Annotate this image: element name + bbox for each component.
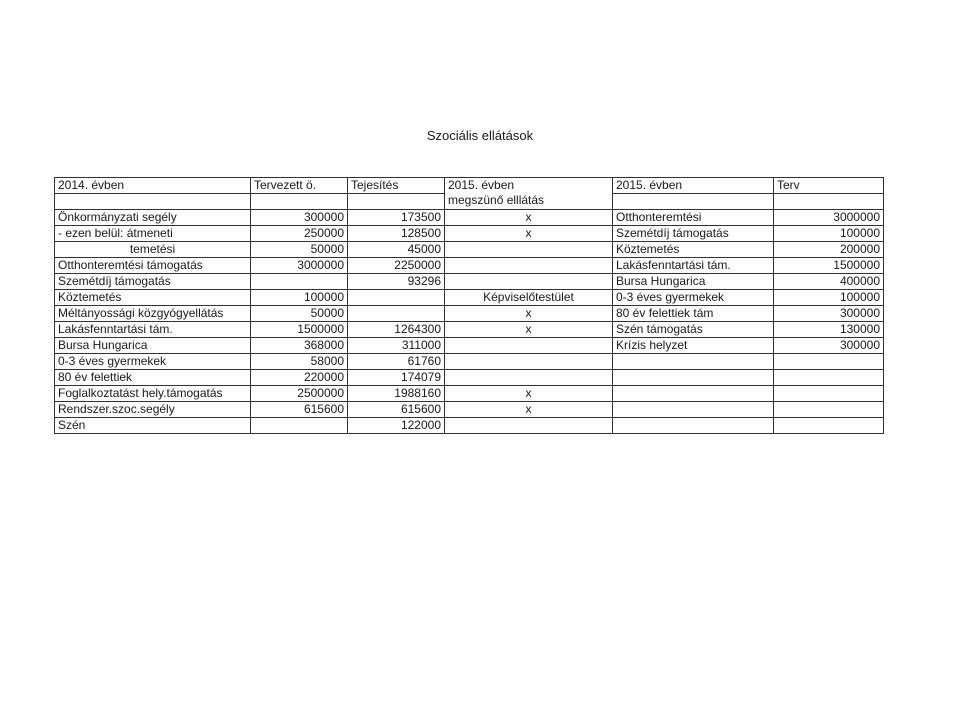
- cell-actual: 173500: [348, 210, 445, 226]
- cell-actual: 615600: [348, 402, 445, 418]
- header-spacer: [613, 194, 774, 210]
- table-row: [55, 210, 884, 226]
- cell-plan: [774, 370, 884, 386]
- table-row: [55, 402, 884, 418]
- header-row: [55, 178, 884, 194]
- header-spacer: [348, 194, 445, 210]
- social-benefits-table: [54, 177, 884, 434]
- cell-ceased: [445, 242, 613, 258]
- cell-actual: [348, 290, 445, 306]
- cell-item-2015: Szén támogatás: [613, 322, 774, 338]
- cell-planned: 368000: [251, 338, 348, 354]
- cell-planned: 50000: [251, 242, 348, 258]
- cell-name: - ezen belül: átmeneti: [55, 226, 251, 242]
- table-row: [55, 226, 884, 242]
- cell-ceased: [445, 370, 613, 386]
- cell-ceased: [445, 274, 613, 290]
- table-row: [55, 338, 884, 354]
- cell-ceased: x: [445, 306, 613, 322]
- cell-plan: 100000: [774, 290, 884, 306]
- cell-ceased: x: [445, 210, 613, 226]
- cell-actual: 2250000: [348, 258, 445, 274]
- table-row: [55, 258, 884, 274]
- cell-name: Szén: [55, 418, 251, 434]
- cell-actual: 128500: [348, 226, 445, 242]
- cell-planned: 250000: [251, 226, 348, 242]
- cell-ceased: [445, 418, 613, 434]
- cell-planned: 2500000: [251, 386, 348, 402]
- cell-plan: [774, 386, 884, 402]
- cell-actual: 61760: [348, 354, 445, 370]
- header-2015: 2015. évben: [613, 178, 774, 194]
- cell-ceased: Képviselőtestület: [445, 290, 613, 306]
- header-2014: 2014. évben: [55, 178, 251, 194]
- cell-plan: 130000: [774, 322, 884, 338]
- header-spacer: [774, 194, 884, 210]
- cell-plan: 300000: [774, 338, 884, 354]
- cell-ceased: [445, 354, 613, 370]
- cell-name: Rendszer.szoc.segély: [55, 402, 251, 418]
- cell-plan: 400000: [774, 274, 884, 290]
- cell-name: Lakásfenntartási tám.: [55, 322, 251, 338]
- cell-item-2015: Krízis helyzet: [613, 338, 774, 354]
- cell-plan: [774, 402, 884, 418]
- table-row: [55, 242, 884, 258]
- table-row: [55, 322, 884, 338]
- cell-item-2015: Otthonteremtési: [613, 210, 774, 226]
- cell-plan: 100000: [774, 226, 884, 242]
- cell-ceased: x: [445, 322, 613, 338]
- cell-item-2015: [613, 370, 774, 386]
- table-row: [55, 306, 884, 322]
- cell-planned: 615600: [251, 402, 348, 418]
- cell-item-2015: Bursa Hungarica: [613, 274, 774, 290]
- header-spacer: [251, 194, 348, 210]
- header-actual: Tejesítés: [348, 178, 445, 194]
- cell-ceased: [445, 338, 613, 354]
- cell-ceased: x: [445, 386, 613, 402]
- table-row: [55, 274, 884, 290]
- cell-plan: 300000: [774, 306, 884, 322]
- header-plan: Terv: [774, 178, 884, 194]
- cell-name: Köztemetés: [55, 290, 251, 306]
- cell-item-2015: [613, 402, 774, 418]
- cell-name: Foglalkoztatást hely.támogatás: [55, 386, 251, 402]
- cell-name: Szemétdíj támogatás: [55, 274, 251, 290]
- cell-planned: 50000: [251, 306, 348, 322]
- cell-planned: 220000: [251, 370, 348, 386]
- cell-item-2015: [613, 354, 774, 370]
- cell-name: Bursa Hungarica: [55, 338, 251, 354]
- cell-item-2015: [613, 418, 774, 434]
- cell-plan: 3000000: [774, 210, 884, 226]
- cell-planned: [251, 418, 348, 434]
- cell-plan: [774, 418, 884, 434]
- cell-name: 80 év felettiek: [55, 370, 251, 386]
- cell-ceased: x: [445, 402, 613, 418]
- cell-plan: 200000: [774, 242, 884, 258]
- cell-ceased: [445, 258, 613, 274]
- cell-item-2015: 0-3 éves gyermekek: [613, 290, 774, 306]
- cell-actual: 174079: [348, 370, 445, 386]
- cell-actual: 311000: [348, 338, 445, 354]
- table-row: [55, 386, 884, 402]
- header-spacer: [55, 194, 251, 210]
- table-row: [55, 370, 884, 386]
- cell-item-2015: 80 év felettiek tám: [613, 306, 774, 322]
- page-title: Szociális ellátások: [426, 128, 534, 143]
- cell-name: Otthonteremtési támogatás: [55, 258, 251, 274]
- header-2015-ceased-line2: megszünő elllátás: [448, 193, 545, 207]
- table-row: [55, 418, 884, 434]
- header-2015-ceased: [445, 178, 613, 210]
- table-row: [55, 290, 884, 306]
- cell-item-2015: Szemétdíj támogatás: [613, 226, 774, 242]
- cell-item-2015: [613, 386, 774, 402]
- cell-plan: [774, 354, 884, 370]
- cell-actual: 1264300: [348, 322, 445, 338]
- cell-item-2015: Lakásfenntartási tám.: [613, 258, 774, 274]
- cell-actual: 45000: [348, 242, 445, 258]
- cell-planned: 1500000: [251, 322, 348, 338]
- cell-planned: 3000000: [251, 258, 348, 274]
- cell-name: Önkormányzati segély: [55, 210, 251, 226]
- cell-planned: 58000: [251, 354, 348, 370]
- cell-actual: [348, 306, 445, 322]
- cell-name: Méltányossági közgyógyellátás: [55, 306, 251, 322]
- header-2015-ceased-line1: 2015. évben: [448, 178, 515, 192]
- header-planned: Tervezett ö.: [251, 178, 348, 194]
- cell-name: 0-3 éves gyermekek: [55, 354, 251, 370]
- cell-planned: 100000: [251, 290, 348, 306]
- cell-actual: 122000: [348, 418, 445, 434]
- cell-planned: 300000: [251, 210, 348, 226]
- cell-actual: 1988160: [348, 386, 445, 402]
- cell-actual: 93296: [348, 274, 445, 290]
- table-row: [55, 354, 884, 370]
- cell-item-2015: Köztemetés: [613, 242, 774, 258]
- cell-planned: [251, 274, 348, 290]
- cell-ceased: x: [445, 226, 613, 242]
- cell-name: temetési: [55, 242, 251, 258]
- cell-plan: 1500000: [774, 258, 884, 274]
